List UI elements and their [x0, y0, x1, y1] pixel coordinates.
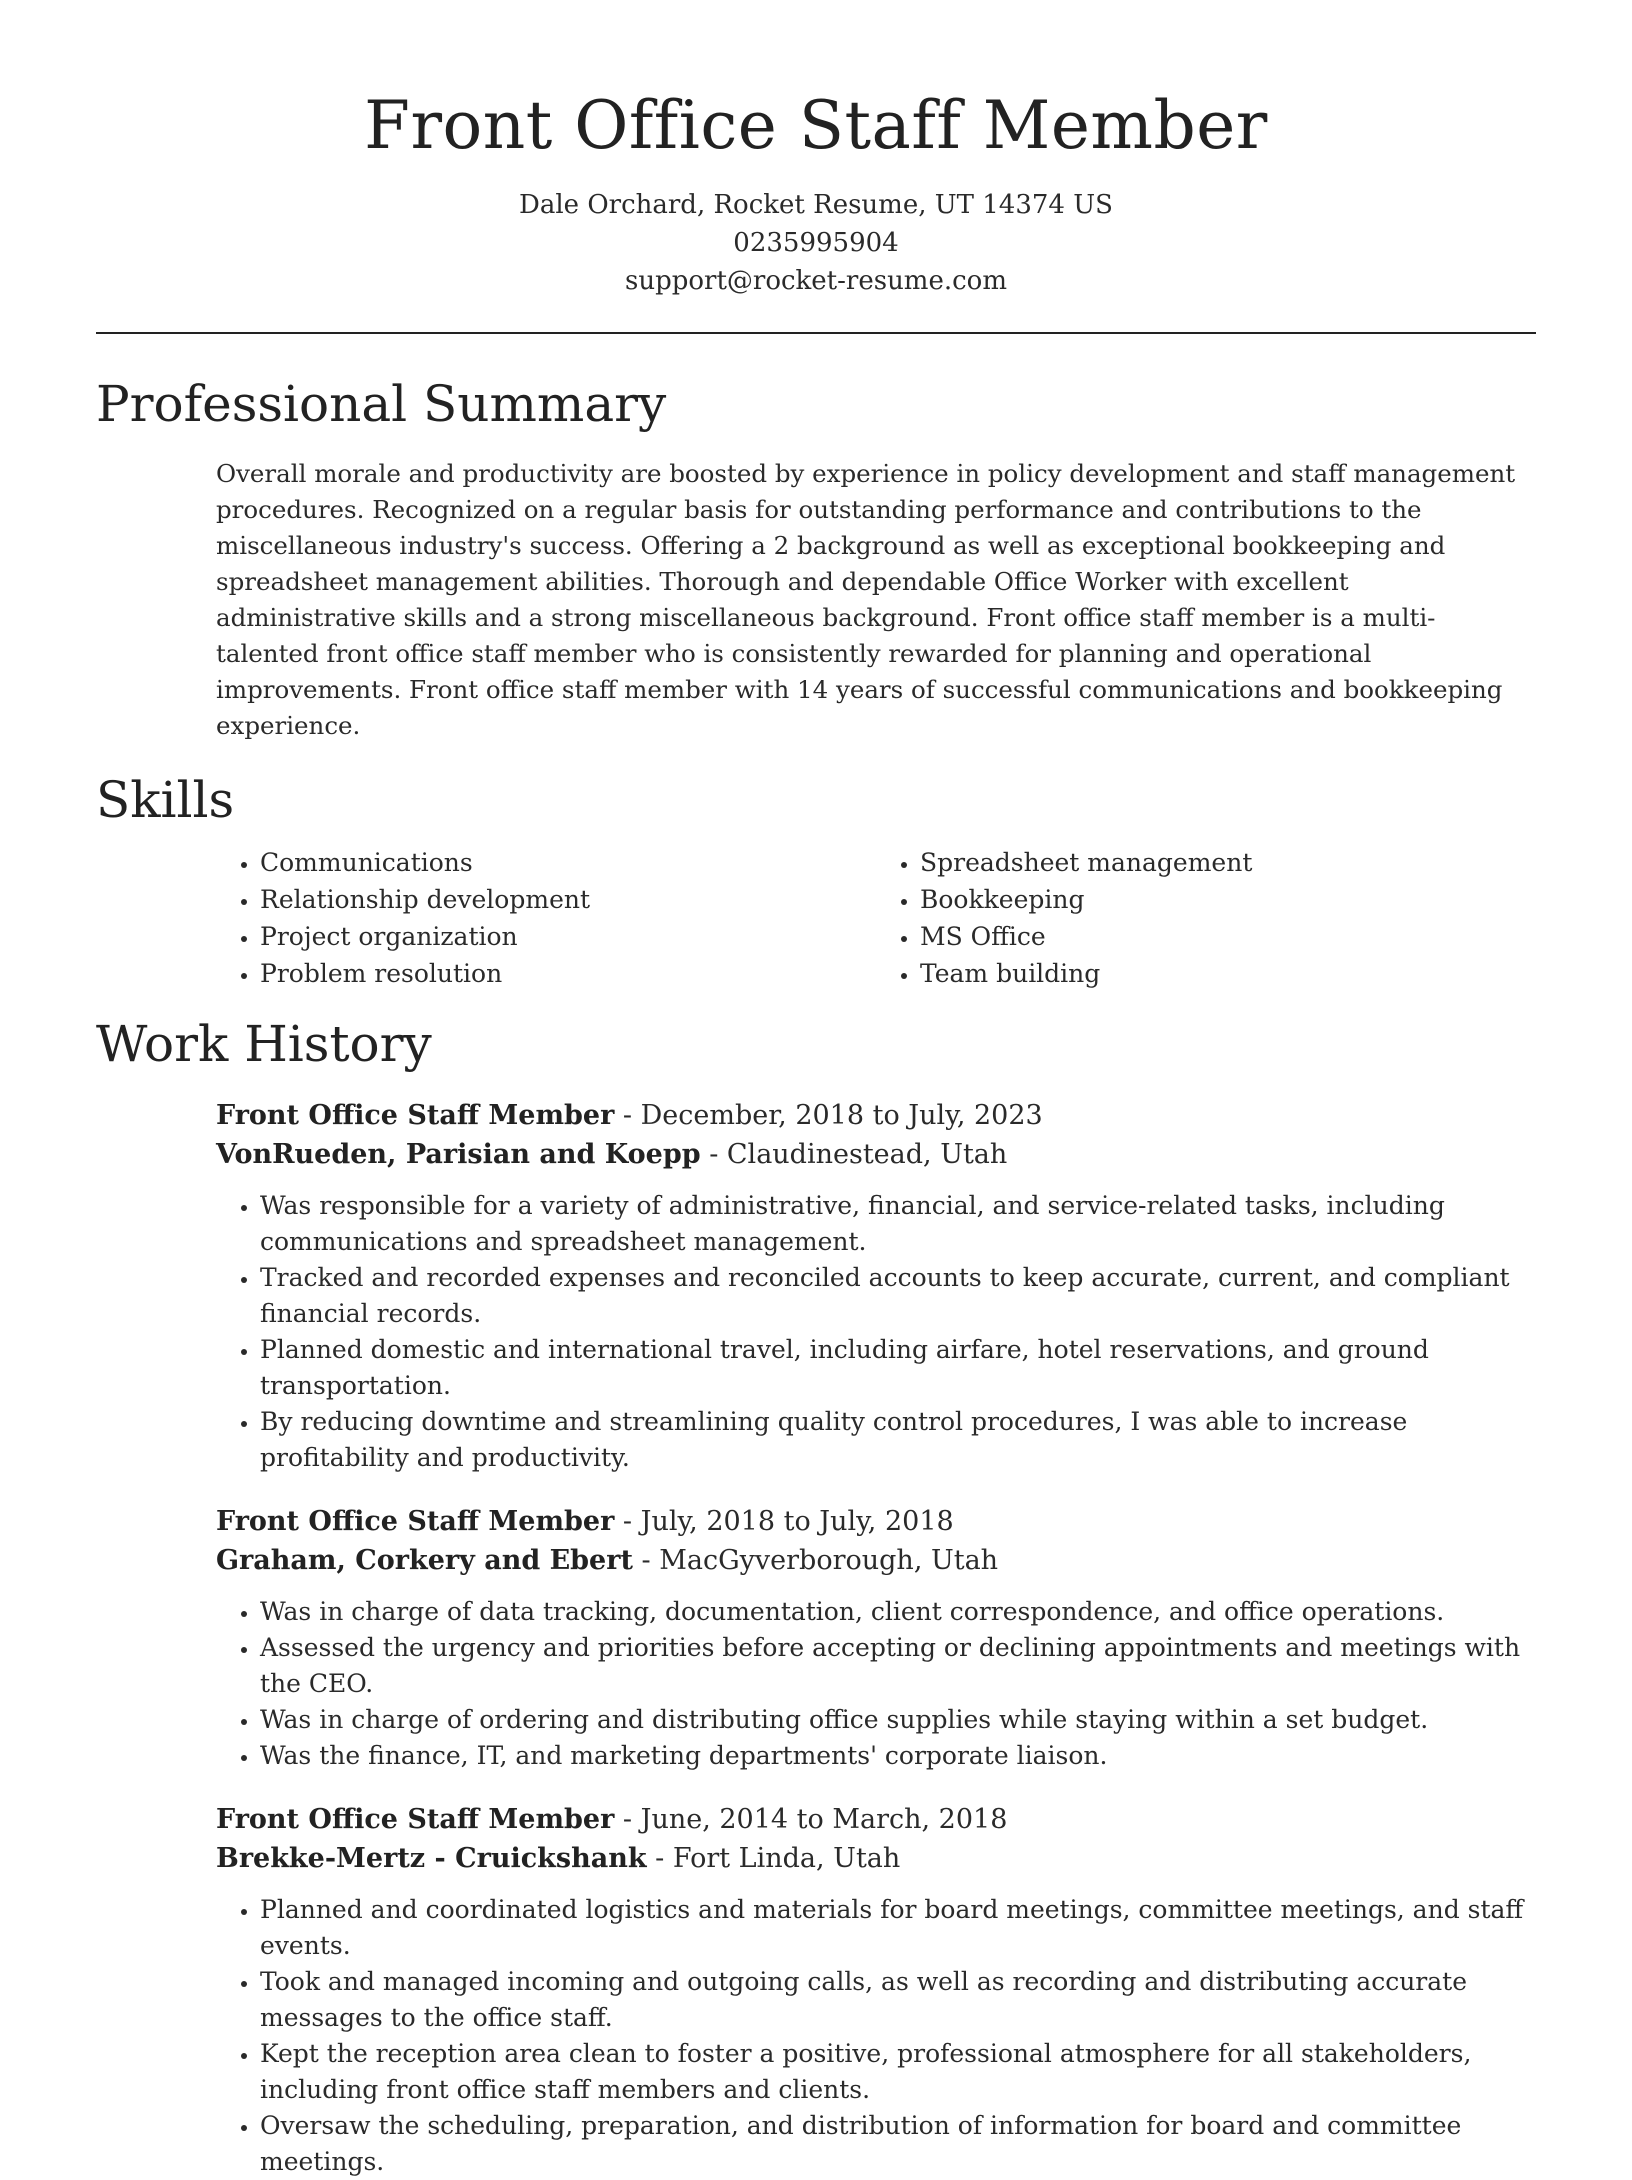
summary-text: Overall morale and productivity are boosted by experience in policy development and staff management procedures. Recognized on a regular basis for outstanding performance and contributions to the miscellaneous industry's success. Offering a 2 background as well as exceptional bookkeeping and spreadsheet management abilities. Thorough and dependable Office Worker with excellent administrative skills and a strong miscellaneous background. Front office staff member is a multi-talented front office staff member who is consistently rewarded for planning and operational improvements. Front office staff member with 14 years of successful communications and bookkeeping experience.: [216, 459, 1516, 740]
job-location: - Fort Linda, Utah: [646, 1843, 901, 1874]
skill-item: • MS Office: [920, 918, 1536, 955]
skill-item: • Communications: [260, 844, 876, 881]
job-title-line: [216, 1096, 1536, 1135]
skills-column-right: [876, 844, 1536, 992]
job-bullet: • Was responsible for a variety of administrative, financial, and service-related tasks, including communications and spreadsheet management.: [260, 1188, 1536, 1260]
job-bullet: • Tracked and recorded expenses and reconciled accounts to keep accurate, current, and compliant financial records.: [260, 1260, 1536, 1332]
job-bullet: • Was in charge of ordering and distributing office supplies while staying within a set budget.: [260, 1702, 1536, 1738]
work-history-heading: Work History: [96, 1015, 432, 1073]
job-bullet: • Planned domestic and international travel, including airfare, hotel reservations, and ground transportation.: [260, 1332, 1536, 1404]
resume-title: Front Office Staff Member: [364, 87, 1268, 164]
summary-heading: Professional Summary: [96, 375, 667, 433]
job-title-line: [216, 1502, 1536, 1541]
job-bullet: • Planned and coordinated logistics and materials for board meetings, committee meetings, and staff events.: [260, 1892, 1536, 1964]
contact-email: support@rocket-resume.com: [624, 266, 1007, 296]
job-dates: - June, 2014 to March, 2018: [614, 1804, 1008, 1835]
contact-phone: 0235995904: [733, 228, 899, 258]
job-company-line: [216, 1135, 1536, 1174]
job-bullet: • Was in charge of data tracking, documentation, client correspondence, and office operations.: [260, 1594, 1536, 1630]
job-company: VonRueden, Parisian and Koepp: [216, 1139, 701, 1170]
job-bullet: • Oversaw the scheduling, preparation, and distribution of information for board and committee meetings.: [260, 2108, 1536, 2180]
job-entry: [216, 1502, 1536, 1774]
job-title: Front Office Staff Member: [216, 1804, 615, 1835]
skills-column-left: [216, 844, 876, 992]
job-bullet: • Assessed the urgency and priorities before accepting or declining appointments and meetings with the CEO.: [260, 1630, 1536, 1702]
job-bullet: • Was the finance, IT, and marketing departments' corporate liaison.: [260, 1738, 1536, 1774]
skills-list: [216, 844, 1536, 992]
resume-page: [96, 0, 1536, 2180]
job-bullet: • Kept the reception area clean to foster a positive, professional atmosphere for all stakeholders, including front office staff members and clients.: [260, 2036, 1536, 2108]
resume-header: [96, 0, 1536, 300]
job-dates: - December, 2018 to July, 2023: [614, 1100, 1043, 1131]
skill-item: • Team building: [920, 955, 1536, 992]
job-location: - Claudinestead, Utah: [700, 1139, 1008, 1170]
job-company: Graham, Corkery and Ebert: [216, 1545, 633, 1576]
job-entry: [216, 1800, 1536, 2180]
job-location: - MacGyverborough, Utah: [632, 1545, 999, 1576]
skill-item: • Project organization: [260, 918, 876, 955]
job-dates: - July, 2018 to July, 2018: [614, 1506, 954, 1537]
job-company: Brekke-Mertz - Cruickshank: [216, 1843, 647, 1874]
job-company-line: [216, 1839, 1536, 1878]
job-title: Front Office Staff Member: [216, 1506, 615, 1537]
job-bullets: [216, 1594, 1536, 1774]
header-divider: [96, 332, 1536, 334]
job-bullets: [216, 1188, 1536, 1476]
skill-item: • Relationship development: [260, 881, 876, 918]
job-bullet: • Took and managed incoming and outgoing calls, as well as recording and distributing accurate messages to the office staff.: [260, 1964, 1536, 2036]
job-bullet: • By reducing downtime and streamlining quality control procedures, I was able to increase profitability and productivity.: [260, 1404, 1536, 1476]
skill-item: • Bookkeeping: [920, 881, 1536, 918]
contact-address: Dale Orchard, Rocket Resume, UT 14374 US: [519, 190, 1113, 220]
job-entry: [216, 1096, 1536, 1476]
contact-block: [96, 186, 1536, 300]
job-title-line: [216, 1800, 1536, 1839]
skill-item: • Spreadsheet management: [920, 844, 1536, 881]
job-title: Front Office Staff Member: [216, 1100, 615, 1131]
job-bullets: [216, 1892, 1536, 2180]
job-company-line: [216, 1541, 1536, 1580]
skill-item: • Problem resolution: [260, 955, 876, 992]
skills-heading: Skills: [96, 771, 235, 829]
